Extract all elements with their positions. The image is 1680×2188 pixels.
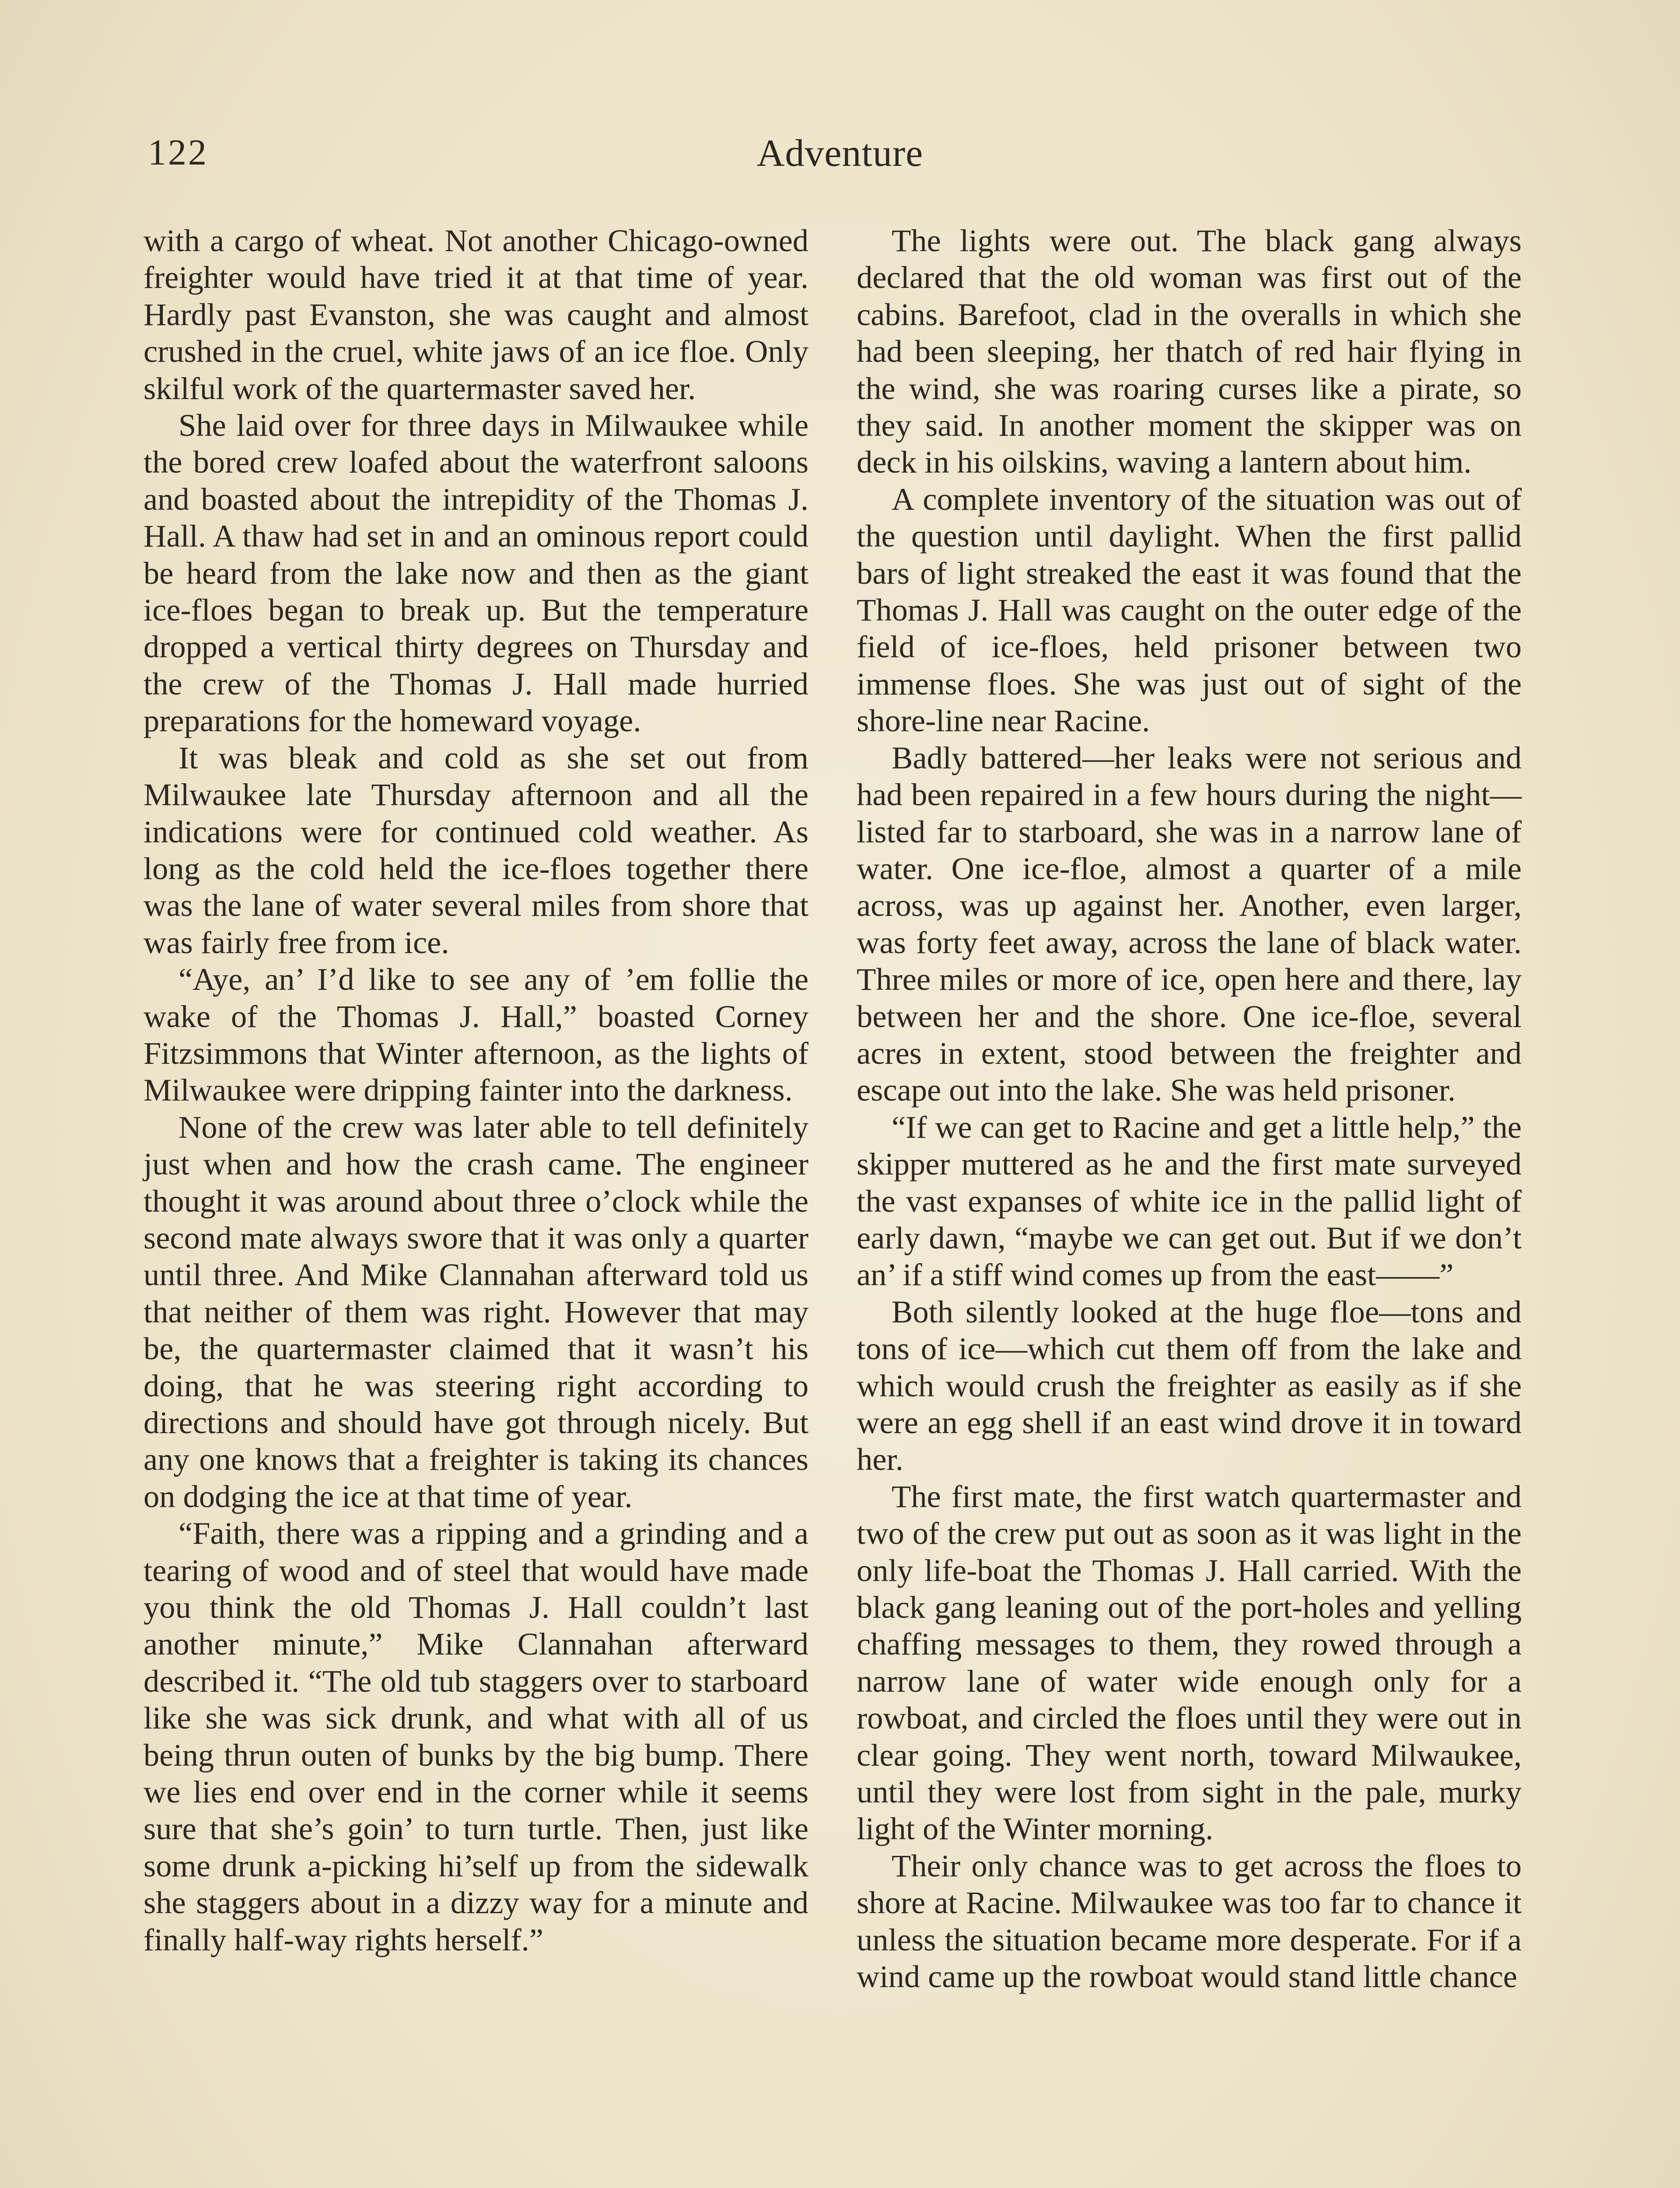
paragraph: None of the crew was later able to tell definitely just when and how the crash came. The engineer thought it was around about three o’clock while the second mate always swore that it was only a quarter until three. And Mike Clannahan afterward told us that neither of them was right. However that may be, the quartermaster claimed that it wasn’t his doing, that he was steering right according to directions and should have got through nicely. But any one knows that a freighter is taking its chances on dodging the ice at that time of year.: [144, 1109, 808, 1514]
paragraph: It was bleak and cold as she set out from Milwaukee late Thursday afternoon and all the indications were for continued cold weather. As long as the cold held the ice-floes together there was the lane of water several miles from shore that was fairly free from ice.: [144, 740, 808, 960]
page-header: [148, 131, 1532, 179]
left-column: [144, 222, 808, 1958]
paragraph: The first mate, the first watch quartermaster and two of the crew put out as soon as it was light in the only life-boat the Thomas J. Hall carried. With the black gang leaning out of the port-holes and yelling chaffing messages to them, they rowed through a narrow lane of water wide enough only for a rowboat, and circled the floes until they were out in clear going. They went north, toward Milwaukee, until they were lost from sight in the pale, murky light of the Winter morning.: [857, 1478, 1522, 1847]
page-number: 122: [148, 132, 208, 173]
paragraph: Badly battered—her leaks were not serious and had been repaired in a few hours during the night—listed far to starboard, she was in a narrow lane of water. One ice-floe, almost a quarter of a mile across, was up against her. Another, even larger, was forty feet away, across the lane of black water. Three miles or more of ice, open here and there, lay between her and the shore. One ice-floe, several acres in extent, stood between the freighter and escape out into the lake. She was held prisoner.: [857, 740, 1522, 1108]
paragraph: Their only chance was to get across the floes to shore at Racine. Milwaukee was too far to chance it unless the situation became more desperate. For if a wind came up the rowboat would stand little chance: [857, 1848, 1522, 1995]
paragraph: “If we can get to Racine and get a little help,” the skipper muttered as he and the first mate surveyed the vast expanses of white ice in the pallid light of early dawn, “maybe we can get out. But if we don’t an’ if a stiff wind comes up from the east——”: [857, 1109, 1522, 1293]
paragraph: Both silently looked at the huge floe—tons and tons of ice—which cut them off from the lake and which would crush the freighter as easily as if she were an egg shell if an east wind drove it in toward her.: [857, 1294, 1522, 1477]
running-title: Adventure: [756, 132, 924, 175]
paragraph: She laid over for three days in Milwaukee while the bored crew loafed about the waterfront saloons and boasted about the intrepidity of the Thomas J. Hall. A thaw had set in and an ominous report could be heard from the lake now and then as the giant ice-floes began to break up. But the temperature dropped a vertical thirty degrees on Thursday and the crew of the Thomas J. Hall made hurried preparations for the homeward voyage.: [144, 407, 808, 739]
paragraph: The lights were out. The black gang always declared that the old woman was first out of the cabins. Barefoot, clad in the overalls in which she had been sleeping, her thatch of red hair flying in the wind, she was roaring curses like a pirate, so they said. In another moment the skipper was on deck in his oilskins, waving a lantern about him.: [857, 223, 1522, 480]
paragraph: “Faith, there was a ripping and a grinding and a tearing of wood and of steel that would have made you think the old Thomas J. Hall couldn’t last another minute,” Mike Clannahan afterward described it. “The old tub staggers over to starboard like she was sick drunk, and what with all of us being thrun outen of bunks by the big bump. There we lies end over end in the corner while it seems sure that she’s goin’ to turn turtle. Then, just like some drunk a-picking hi’self up from the sidewalk she staggers about in a dizzy way for a minute and finally half-way rights herself.”: [144, 1515, 808, 1957]
paragraph: A complete inventory of the situation was out of the question until daylight. When the first pallid bars of light streaked the east it was found that the Thomas J. Hall was caught on the outer edge of the field of ice-floes, held prisoner between two immense floes. She was just out of sight of the shore-line near Racine.: [857, 481, 1522, 739]
paragraph: “Aye, an’ I’d like to see any of ’em follie the wake of the Thomas J. Hall,” boasted Corney Fitzsimmons that Winter afternoon, as the lights of Milwaukee were dripping fainter into the darkness.: [144, 961, 808, 1108]
paragraph: with a cargo of wheat. Not another Chicago-owned freighter would have tried it at that time of year. Hardly past Evanston, she was caught and almost crushed in the cruel, white jaws of an ice floe. Only skilful work of the quartermaster saved her.: [144, 223, 808, 406]
right-column: [857, 222, 1522, 1995]
